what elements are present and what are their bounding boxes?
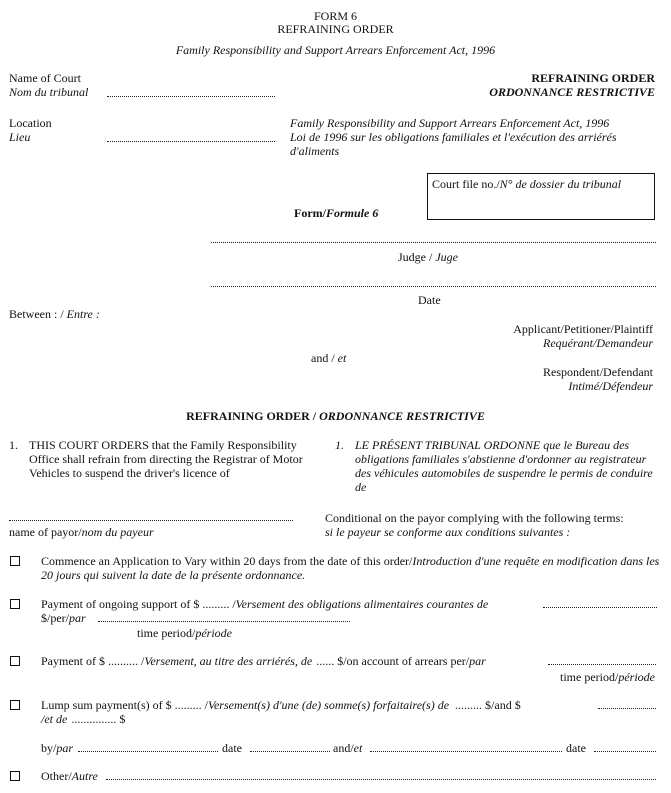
option4-text: [41, 698, 521, 712]
between-label: [9, 307, 100, 321]
option4-date2-field[interactable]: [594, 751, 656, 752]
applicant-label: Applicant/Petitioner/Plaintiff: [513, 322, 653, 336]
option3-checkbox[interactable]: [10, 656, 20, 666]
option2-text: [41, 597, 488, 611]
option4-and2-field[interactable]: [370, 751, 562, 752]
section-title: [0, 409, 671, 423]
option5-field[interactable]: [106, 779, 656, 780]
clause1-number: 1.: [9, 438, 18, 452]
payor-en: name of payor/: [9, 525, 82, 539]
order-title-fr: ORDONNANCE RESTRICTIVE: [489, 85, 655, 99]
judge-en: Judge /: [398, 250, 436, 264]
payor-label: [9, 525, 154, 539]
option1-checkbox[interactable]: [10, 556, 20, 566]
option2-period-field[interactable]: [98, 621, 350, 622]
option2-period-fr: période: [195, 626, 232, 640]
respondent-label-fr: Intimé/Défendeur: [568, 379, 653, 393]
clause1-en: THIS COURT ORDERS that the Family Responsibility Office shall refrain from directing the Registrar of Motor Vehicles to suspend the driver's licence of: [29, 438, 303, 480]
option2-period-en: time period/: [137, 626, 196, 640]
act-fr-right: Loi de 1996 sur les obligations familiales et l'exécution des arriérés d'aliments: [290, 130, 617, 158]
option4-dollar: ............... $: [71, 712, 126, 726]
option3-period-en: time period/: [560, 670, 619, 684]
act-en-right: Family Responsibility and Support Arrears Enforcement Act, 1996: [290, 116, 610, 130]
option4-by-fr: par: [56, 741, 74, 755]
option4-en: Lump sum payment(s) of $ ......... /: [41, 698, 208, 712]
and-en: and /: [311, 351, 338, 365]
form-title: REFRAINING ORDER: [277, 22, 394, 36]
and-fr: et: [337, 351, 347, 365]
option3-en: Payment of $ .......... /: [41, 654, 145, 668]
option4-date2: date: [566, 741, 586, 755]
date-field[interactable]: [211, 286, 656, 287]
judge-label: [398, 250, 458, 264]
option1-fr: Introduction d'une requête en modification dans les 20 jours qui suivent la date de la présente ordonnance.: [41, 554, 660, 582]
respondent-label: Respondent/Defendant: [543, 365, 653, 379]
clause1-number-fr: 1.: [335, 438, 344, 452]
court-file-box[interactable]: [427, 173, 655, 220]
location-field[interactable]: [107, 141, 275, 142]
option4-by-en: by/: [41, 741, 57, 755]
court-name-label: Name of Court: [9, 71, 81, 85]
court-name-label-fr: Nom du tribunal: [9, 85, 89, 99]
option3-acct-fr: par: [469, 654, 486, 668]
option4-etde-fr: /et de: [41, 712, 68, 726]
option1-text: [41, 554, 661, 582]
clause1-fr: LE PRÉSENT TRIBUNAL ORDONNE que le Bureau des obligations familiales s'abstienne d'ordonner au registrateur des véhicules automobiles de suspendre le permis de conduire de: [355, 438, 653, 494]
location-label-fr: Lieu: [9, 130, 31, 144]
option1-en: Commence an Application to Vary within 20 days from the date of this order/: [41, 554, 413, 568]
option3-text: [41, 654, 486, 668]
option2-per-en: $/per/: [41, 611, 69, 625]
option4-by-field[interactable]: [78, 751, 218, 752]
order-title-en: REFRAINING ORDER: [531, 71, 655, 85]
option5-fr: Autre: [71, 769, 98, 783]
option4-amount2-field[interactable]: [598, 708, 656, 709]
option3-fr: Versement, au titre des arriérés, de: [144, 654, 313, 668]
and-label: [311, 351, 346, 365]
conditional-en: Conditional on the payor complying with the following terms:: [325, 511, 624, 525]
option4-and2: [333, 741, 362, 755]
option4-and: ......... $/and $: [455, 698, 521, 712]
court-file-en: Court file no./: [432, 177, 500, 191]
option4-by: [41, 741, 73, 755]
option2-amount-field[interactable]: [543, 607, 657, 608]
payor-name-field[interactable]: [9, 520, 293, 521]
option3-period-field[interactable]: [548, 664, 656, 665]
option4-date1: date: [222, 741, 242, 755]
section-title-en: REFRAINING ORDER /: [186, 409, 320, 423]
option4-date1-field[interactable]: [250, 751, 330, 752]
between-en: Between : /: [9, 307, 67, 321]
option4-and2-fr: et: [353, 741, 363, 755]
option2-checkbox[interactable]: [10, 599, 20, 609]
conditional-fr: si le payeur se conforme aux conditions suivantes :: [325, 525, 571, 539]
option2-fr: Versement des obligations alimentaires courantes de: [235, 597, 489, 611]
payor-fr: nom du payeur: [81, 525, 154, 539]
option5-en: Other/: [41, 769, 72, 783]
option2-per-fr: par: [69, 611, 86, 625]
option3-period-fr: période: [618, 670, 655, 684]
location-label: Location: [9, 116, 52, 130]
section-title-fr: ORDONNANCE RESTRICTIVE: [319, 409, 485, 423]
option3-acct-en: ...... $/on account of arrears per/: [316, 654, 470, 668]
option4-fr: Versement(s) d'une (de) somme(s) forfaitaire(s) de: [207, 698, 450, 712]
judge-fr: Juge: [435, 250, 458, 264]
court-file-label: [432, 177, 621, 191]
judge-field[interactable]: [211, 242, 656, 243]
form-label: [294, 206, 378, 220]
between-fr: Entre :: [66, 307, 100, 321]
applicant-label-fr: Requérant/Demandeur: [543, 336, 653, 350]
date-label: Date: [418, 293, 441, 307]
form-number: FORM 6: [313, 9, 357, 23]
option4-etde: [41, 712, 125, 726]
option5-label: [41, 769, 98, 783]
form-label-en: Form/: [294, 206, 326, 220]
option5-checkbox[interactable]: [10, 771, 20, 781]
form-label-fr: Formule 6: [326, 206, 379, 220]
court-file-fr: N° de dossier du tribunal: [499, 177, 622, 191]
option4-checkbox[interactable]: [10, 700, 20, 710]
court-name-field[interactable]: [107, 96, 275, 97]
option2-period-label: [137, 626, 232, 640]
option2-per: [41, 611, 86, 625]
act-title: Family Responsibility and Support Arrears Enforcement Act, 1996: [175, 43, 496, 57]
option2-en: Payment of ongoing support of $ ......... /: [41, 597, 236, 611]
option4-and2-en: and/: [333, 741, 354, 755]
option3-period-label: [560, 670, 655, 684]
